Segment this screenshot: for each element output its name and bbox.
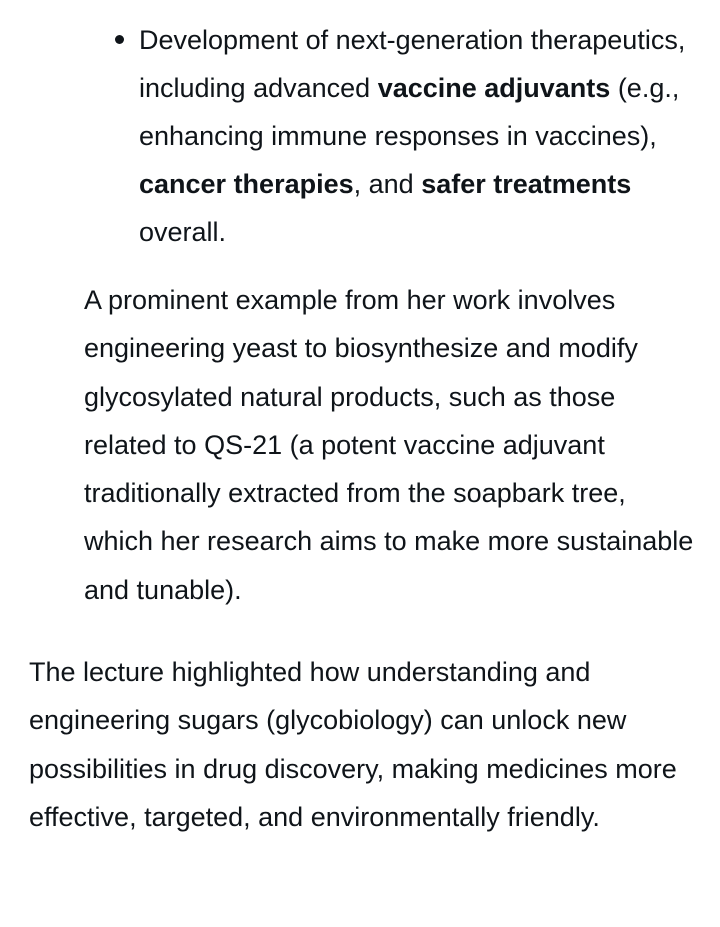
bold-cancer-therapies: cancer therapies [139, 169, 354, 199]
bullet-list [110, 16, 690, 256]
bullet-segment: , and [353, 169, 422, 199]
example-paragraph: A prominent example from her work involves engineering yeast to biosynthesize and modify glycosylated natural products, such as those related to QS-21 (a potent vaccine adjuvant traditionally extracted from the soapbark tree, which her research aims to make more sustainable and tunable). [84, 285, 694, 605]
bullet-segment: overall. [139, 217, 227, 247]
bullet-item-therapeutics [110, 16, 690, 256]
summary-paragraph: The lecture highlighted how understanding and engineering sugars (glycobiology) can unlock new possibilities in drug discovery, making medicines more effective, targeted, and environmentally friendly. [29, 657, 677, 832]
bullet-text [139, 25, 685, 247]
bullet-dot-icon [115, 35, 124, 44]
bold-safer-treatments: safer treatments [421, 169, 632, 199]
bullet-segment: Development of next-generation therapeutics, including advanced [139, 25, 686, 103]
bold-vaccine-adjuvants: vaccine adjuvants [377, 73, 611, 103]
bullet-segment: (e.g., enhancing immune responses in vaccines), [139, 73, 680, 151]
